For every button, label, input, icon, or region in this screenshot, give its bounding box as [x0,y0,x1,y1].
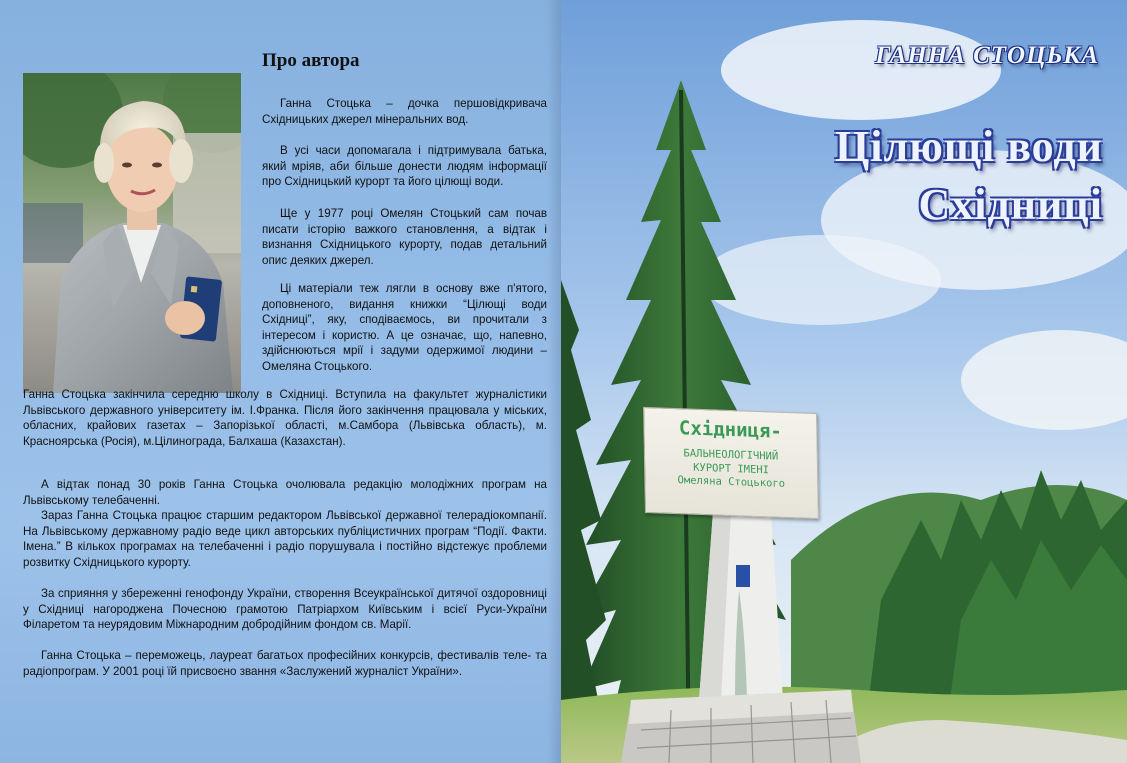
bio-paragraph-6: А відтак понад 30 років Ганна Стоцька очолювала редакцію молодіжних програм на Львівському телебаченні. [23,478,547,507]
bio-paragraph-8: За сприяння у збереженні генофонду України, створення Всеукраїнської дитячої оздоровниці у Східниці нагороджена Почесною грамотою Патріархом Київським і всієї Руси-України Філаретом та неурядовим Міжнародним добродійним фондом св. Марії. [23,587,547,632]
sign-subtitle-line-2: КУРОРТ ІМЕНІ [693,461,770,476]
sign-town-name: Східниця- [678,417,783,443]
bio-paragraph-1: Ганна Стоцька – дочка першовідкривача Східницьких джерел мінеральних вод. [262,97,547,126]
bio-paragraph-3: Ще у 1977 році Омелян Стоцький сам почав писати історію важкого становлення, а відтак і визнання Східницького курорту, подав детальний опис деяких джерел. [262,207,547,267]
bio-paragraph-5-text: Ганна Стоцька закінчила середню школу в Східниці. Вступила на факультет журналістики Львівського державного університету ім. І.Франка. Після його закінчення працювала у міських, обласних, крайових газетах – Запорізької області, м.Самбора (Львівська область), м. Красноярська (Росія), м.Цілинограда, Балхаша (Казахстан). [23,388,547,448]
sign-subtitle [651,446,812,492]
bio-paragraph-4: Ці матеріали теж лягли в основу вже п'ятого, доповненого, видання книжки “Цілющі води Східниці”, яку, сподіваємось, ви прочитали з інтересом і користю. А це означає, що, напевно, здійснюються мрії і задуми одержимої людини – Омеляна Стоцького. [262,282,547,373]
cover-landscape-photo [561,0,1127,763]
book-title [835,118,1103,234]
sign-subtitle-line-3: Омеляна Стоцького [677,474,786,490]
bio-paragraph-5 [23,387,547,449]
bio-paragraph-7: Зараз Ганна Стоцька працює старшим редактором Львівської державної телерадіокомпанії. На Львівському державному радіо веде цикл авторських публіцистичних програм “Події. Факти. Імена.” В кількох програмах на телебаченні і радіо порушувала і постійно відстежує проблеми розвитку Східницького курорту. [23,509,547,569]
about-author-heading: Про автора [262,50,360,71]
bio-paragraph-9: Ганна Стоцька – переможець, лауреат багатьох професійних конкурсів, фестивалів теле- та радіопрограм. У 2001 році їй присвоєно звання «Заслужений журналіст України». [23,649,547,678]
book-title-line-1: Цілющі води [835,122,1103,171]
book-title-line-2: Східниці [918,180,1103,229]
front-cover [561,0,1127,763]
sign-subtitle-line-1: БАЛЬНЕОЛОГІЧНИЙ [683,447,779,463]
author-name: ГАННА СТОЦЬКА [875,42,1099,69]
portrait-illustration [23,73,241,393]
resort-sign [643,407,819,519]
back-cover [0,0,561,763]
bio-paragraph-2: В усі часи допомагала і підтримувала батька, який мріяв, аби більше донести людям інформації про Східницький курорт та його цілющі води. [262,144,547,189]
author-portrait-photo [23,73,241,393]
